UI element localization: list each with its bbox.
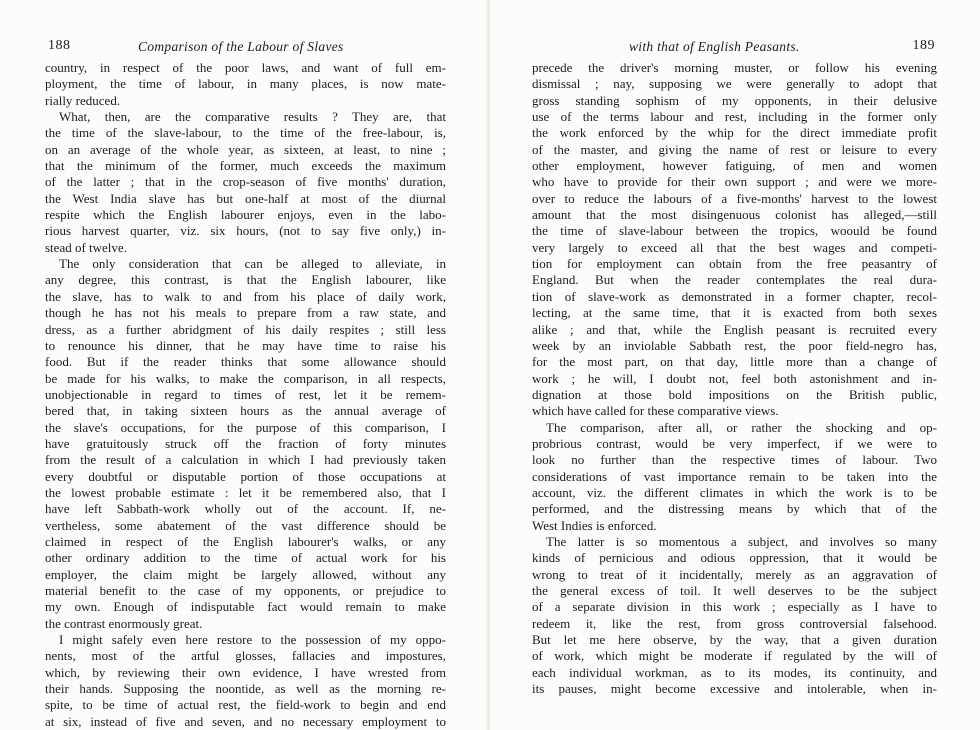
text-line: country, in respect of the poor laws, and want of full em- (45, 60, 446, 75)
text-line: the contrast enormously great. (45, 615, 203, 631)
text-line: performed, and the distressing means by which that of the (532, 501, 937, 517)
left-page-header (48, 38, 448, 56)
text-line: dismissal ; nay, supposing we were generally to adopt that (532, 76, 937, 92)
right-page (490, 0, 980, 730)
text-line: for the most part, on that day, little more than a change of (532, 354, 937, 370)
text-line: though he has not his meals to prepare from a raw state, and (45, 305, 446, 321)
text-line: material benefit to the case of my opponents, or prejudice to (45, 583, 446, 598)
text-line: week by an inviolable Sabbath rest, the poor field-negro has, (532, 337, 937, 353)
text-line: the time of the slave-labour, to the time of the free-labour, is, (45, 125, 446, 141)
text-line: stead of twelve. (45, 239, 127, 255)
text-line: of a separate division in this work ; especially as I have to (532, 599, 937, 615)
text-line: kinds of pernicious and odious oppression, that it would be (532, 550, 937, 566)
text-line: gross standing sophism of my opponents, in their delusive (532, 92, 937, 108)
text-line: from the result of a calculation in which I had previously taken (45, 452, 446, 468)
text-line: But let me here observe, by the way, that a given duration (532, 632, 937, 648)
text-line: unobjectionable in regard to times of rest, let it be remem- (45, 386, 446, 402)
running-head: with that of English Peasants. (629, 39, 800, 54)
text-line: the time of slave-labour between the tropics, woould be found (532, 223, 937, 239)
text-line: any degree, this contrast, is that the English labourer, like (45, 272, 446, 288)
text-line: my own. Enough of indisputable fact would remain to make (45, 599, 446, 615)
text-line: that the minimum of the former, much exceeds the maximum (45, 158, 446, 174)
text-line: have gratuitously struck off the fraction of forty minutes (45, 435, 446, 451)
text-line: their hands. Supposing the noontide, as well as the morning re- (45, 681, 446, 697)
text-line: tion for employment can obtain from the free peasantry of (532, 256, 937, 272)
text-line: work ; he will, I doubt not, feel both astonishment and in- (532, 370, 937, 386)
text-line: lecting, at the same time, that it is exacted from both sexes (532, 305, 937, 321)
text-line: to renounce his dinner, that he may have time to raise his (45, 337, 446, 353)
text-line: The comparison, after all, or rather the shocking and op- (546, 419, 937, 435)
text-line: the general excess of toil. It well deserves to be the subject (532, 583, 937, 598)
text-line: ployment, the time of labour, in many places, is now mate- (45, 76, 446, 92)
text-line: alike ; and that, while the English peasant is recruited every (532, 321, 937, 337)
text-line: wrong to treat of it incidentally, merely as an aggravation of (532, 566, 937, 582)
text-line: very largely to exceed all that the best wages and competi- (532, 239, 937, 255)
text-line: which have called for these comparative views. (532, 403, 779, 419)
text-line: The only consideration that can be alleged to alleviate, in (59, 256, 446, 272)
text-line: on an average of the whole year, as sixteen, at least, to nine ; (45, 141, 446, 157)
text-line: its pauses, might become excessive and intolerable, when in- (532, 681, 937, 697)
text-line: the work enforced by the whip for the direct immediate profit (532, 125, 937, 141)
text-line: use of the terms labour and rest, including in the former only (532, 109, 937, 125)
text-line: the lowest probable estimate : let it be remembered also, that I (45, 484, 446, 500)
text-line: who have to provide for their own support ; and were we more- (532, 174, 937, 190)
page-number: 188 (48, 38, 71, 53)
text-line: account, viz. the different climates in which the work is to be (532, 484, 937, 500)
text-line: spite, to be time of actual rest, the field-work to begin and end (45, 697, 446, 713)
text-line: food. But if the reader thinks that some allowance should (45, 354, 446, 370)
text-line: bered that, in taking sixteen hours as the annual average of (45, 403, 446, 419)
left-page-body (45, 60, 446, 730)
right-page-body (532, 60, 937, 697)
text-line: nents, most of the artful glosses, fallacies and impostures, (45, 648, 446, 664)
text-line: rious harvest quarter, viz. six hours, (not to say five only,) in- (45, 223, 446, 239)
text-line: every doubtful or disputable portion of those occupations at (45, 468, 446, 484)
text-line: over to reduce the labours of a five-months' harvest to the lowest (532, 190, 937, 206)
text-line: dignation at those bold impositions on the British public, (532, 386, 937, 402)
text-line: vertheless, some abatement of the vast difference should be (45, 517, 446, 533)
text-line: respite which the English labourer enjoys, even in the labo- (45, 207, 446, 223)
text-line: have left Sabbath-work wholly out of the account. If, ne- (45, 501, 446, 517)
text-line: probrious contrast, would be very imperfect, if we were to (532, 435, 937, 451)
text-line: each individual workman, as to its modes, its continuity, and (532, 664, 937, 680)
text-line: considerations of vast importance remain to be taken into the (532, 468, 937, 484)
text-line: other ordinary addition to the time of actual work for his (45, 550, 446, 566)
text-line: precede the driver's morning muster, or follow his evening (532, 60, 937, 75)
text-line: the slave, has to walk to and from his place of daily work, (45, 288, 446, 304)
text-line: employer, the claim might be largely allowed, without any (45, 566, 446, 582)
text-line: rially reduced. (45, 92, 121, 108)
text-line: at six, instead of five and seven, and no necessary employment to (45, 713, 446, 729)
text-line: be made for his walks, to make the comparison, in all respects, (45, 370, 446, 386)
text-line: other employment, however fatiguing, of men and women (532, 158, 937, 174)
text-line: What, then, are the comparative results ? They are, that (59, 109, 446, 125)
text-line: tion of slave-work as demonstrated in a former chapter, recol- (532, 288, 937, 304)
text-line: England. But when the reader contemplates the real dura- (532, 272, 937, 288)
right-page-header (535, 38, 935, 56)
text-line: dress, as a further abridgment of his daily respites ; still less (45, 321, 446, 337)
text-line: I might safely even here restore to the possession of my oppo- (59, 632, 446, 648)
running-head: Comparison of the Labour of Slaves (138, 39, 344, 54)
text-line: claimed in respect of the English labourer's walks, or any (45, 533, 446, 549)
text-line: amount that the most disingenuous colonist has alleged,—still (532, 207, 937, 223)
text-line: West Indies is enforced. (532, 517, 657, 533)
text-line: of the master, and giving the name of rest or leisure to every (532, 141, 937, 157)
text-line: look no further than the respective times of labour. Two (532, 452, 937, 468)
text-line: redeem it, like the rest, from gross controversial falsehood. (532, 615, 937, 631)
text-line: of work, which might be moderate if regulated by the will of (532, 648, 937, 664)
text-line: which, by reviewing their own evidence, I have wrested from (45, 664, 446, 680)
page-number: 189 (912, 38, 935, 53)
text-line: of the latter ; that in the crop-season of five months' duration, (45, 174, 446, 190)
text-line: The latter is so momentous a subject, and involves so many (546, 533, 937, 549)
text-line: the West India slave has but one-half at most of the diurnal (45, 190, 446, 206)
text-line: the slave's occupations, for the purpose of this comparison, I (45, 419, 446, 435)
